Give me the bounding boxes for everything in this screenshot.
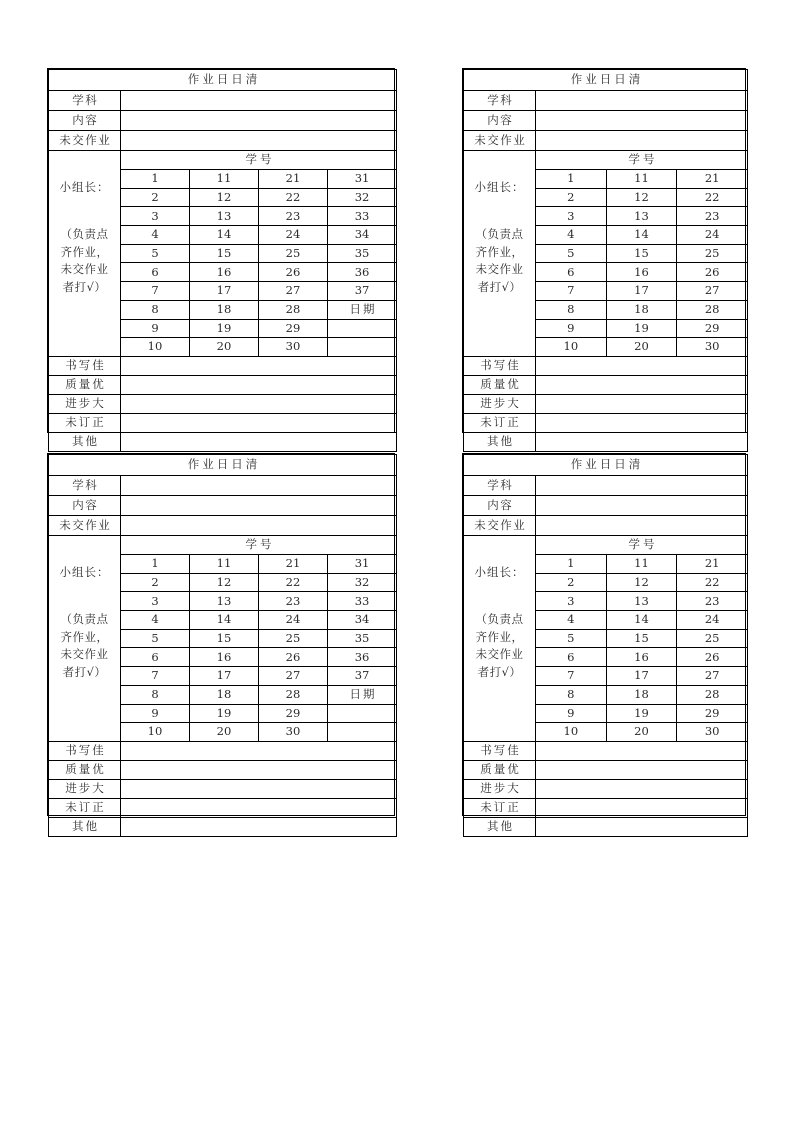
footer-value-0[interactable] [536,356,748,375]
info-label-2: 未交作业 [49,516,121,536]
footer-label-3: 未订正 [49,413,121,432]
info-row [464,91,748,111]
group-leader-inner [49,151,120,356]
number-cell[interactable]: 1 [121,170,190,189]
number-cell[interactable]: 10 [121,338,190,357]
group-leader-note-line: 齐作业， [60,629,109,644]
group-leader-note [49,611,120,682]
footer-label-4: 其他 [49,432,121,451]
group-leader-note-line: 者打√） [477,280,522,295]
number-cell[interactable]: 2 [536,188,607,207]
footer-value-3[interactable] [536,798,748,817]
group-leader-inner [464,536,535,741]
number-cell[interactable]: 19 [190,704,259,723]
number-cell[interactable]: 36 [328,263,397,282]
footer-label-0: 书写佳 [49,741,121,760]
footer-label-4: 其他 [464,817,536,836]
card-top-right [462,68,746,449]
number-cell[interactable]: 14 [190,226,259,245]
number-cell[interactable]: 23 [677,592,748,611]
number-cell[interactable]: 8 [121,685,190,704]
number-cell[interactable]: 13 [606,592,677,611]
number-header-row [464,536,748,555]
number-cell[interactable]: 7 [121,282,190,301]
card-bottom-right [462,453,746,834]
info-value-1[interactable] [536,496,748,516]
number-cell[interactable]: 9 [121,704,190,723]
number-cell[interactable]: 11 [606,170,677,189]
number-cell[interactable]: 15 [190,244,259,263]
number-cell[interactable]: 32 [328,188,397,207]
number-cell[interactable]: 6 [121,648,190,667]
number-cell[interactable]: 12 [190,188,259,207]
info-value-0[interactable] [536,91,748,111]
number-cell[interactable]: 27 [259,667,328,686]
number-cell[interactable]: 16 [606,648,677,667]
info-row [49,111,397,131]
student-number-header: 学号 [121,536,397,555]
date-cell[interactable]: 日期 [328,685,397,704]
form-title: 作业日日清 [49,455,397,476]
info-value-2[interactable] [536,131,748,151]
footer-value-2[interactable] [536,779,748,798]
form-title: 作业日日清 [49,70,397,91]
group-leader-note-line: 齐作业， [475,629,524,644]
number-cell[interactable]: 26 [677,263,748,282]
number-cell[interactable]: 5 [121,629,190,648]
info-label-1: 内容 [464,111,536,131]
group-leader-label: 小组长： [474,565,525,579]
number-cell-empty[interactable] [328,704,397,723]
number-cell[interactable]: 8 [536,685,607,704]
footer-row [464,432,748,451]
number-cell[interactable]: 19 [190,319,259,338]
number-cell[interactable]: 30 [259,338,328,357]
footer-label-1: 质量优 [464,375,536,394]
info-row [464,476,748,496]
number-cell[interactable]: 10 [536,338,607,357]
group-leader-inner [464,151,535,356]
group-leader-note-line: 未交作业 [60,647,109,662]
info-label-0: 学科 [49,476,121,496]
group-leader-cell [49,151,121,357]
number-cell[interactable]: 3 [536,592,607,611]
number-cell[interactable]: 30 [677,338,748,357]
info-row [49,516,397,536]
footer-row [49,779,397,798]
footer-row [49,741,397,760]
number-cell[interactable]: 13 [190,207,259,226]
number-cell[interactable]: 6 [121,263,190,282]
group-leader-label: 小组长： [59,180,110,194]
number-cell[interactable]: 17 [190,667,259,686]
footer-label-0: 书写佳 [49,356,121,375]
number-cell[interactable]: 18 [606,685,677,704]
number-cell[interactable]: 4 [121,611,190,630]
number-cell[interactable]: 3 [121,207,190,226]
footer-label-2: 进步大 [49,394,121,413]
footer-value-0[interactable] [536,741,748,760]
group-leader-note-line: （负责点 [60,227,109,241]
group-leader-cell [464,536,536,742]
footer-label-2: 进步大 [464,394,536,413]
footer-value-3[interactable] [536,413,748,432]
number-cell[interactable]: 20 [190,338,259,357]
form-table [48,69,397,452]
info-label-1: 内容 [49,111,121,131]
footer-value-4[interactable] [536,817,748,836]
footer-label-1: 质量优 [49,760,121,779]
title-row [49,455,397,476]
number-cell[interactable]: 26 [677,648,748,667]
number-cell[interactable]: 20 [190,723,259,742]
number-cell[interactable]: 32 [328,573,397,592]
number-cell[interactable]: 25 [259,629,328,648]
group-leader-note-line: 者打√） [62,280,107,295]
number-cell[interactable]: 15 [606,244,677,263]
title-row [49,70,397,91]
footer-row [49,817,397,836]
info-label-0: 学科 [49,91,121,111]
footer-label-0: 书写佳 [464,356,536,375]
number-cell[interactable]: 21 [677,555,748,574]
number-cell[interactable]: 13 [190,592,259,611]
number-cell[interactable]: 12 [606,573,677,592]
info-label-1: 内容 [464,496,536,516]
footer-row [49,798,397,817]
group-leader-inner [49,536,120,741]
info-value-2[interactable] [536,516,748,536]
footer-row [49,375,397,394]
number-cell[interactable]: 29 [259,704,328,723]
footer-row [49,394,397,413]
number-cell[interactable]: 11 [190,555,259,574]
info-row [49,476,397,496]
form-title: 作业日日清 [464,70,748,91]
number-cell[interactable]: 5 [536,244,607,263]
number-cell[interactable]: 31 [328,555,397,574]
date-cell[interactable]: 日期 [328,300,397,319]
number-cell[interactable]: 24 [677,226,748,245]
footer-label-3: 未订正 [464,798,536,817]
footer-value-2[interactable] [121,779,397,798]
group-leader-note-line: （负责点 [475,227,524,241]
number-cell[interactable]: 21 [259,555,328,574]
number-cell[interactable]: 16 [606,263,677,282]
number-cell[interactable]: 5 [121,244,190,263]
footer-label-3: 未订正 [464,413,536,432]
footer-row [464,817,748,836]
footer-row [464,394,748,413]
number-cell[interactable]: 12 [190,573,259,592]
number-cell[interactable]: 14 [606,226,677,245]
group-leader-note-line: 未交作业 [60,262,109,277]
footer-row [49,760,397,779]
group-leader-cell [49,536,121,742]
info-value-2[interactable] [121,131,397,151]
footer-label-3: 未订正 [49,798,121,817]
number-cell[interactable]: 14 [190,611,259,630]
number-cell[interactable]: 18 [190,300,259,319]
info-value-2[interactable] [121,516,397,536]
footer-value-1[interactable] [536,760,748,779]
card-top-left [47,68,395,449]
footer-value-0[interactable] [121,741,397,760]
number-cell[interactable]: 3 [121,592,190,611]
info-label-2: 未交作业 [464,131,536,151]
footer-label-2: 进步大 [464,779,536,798]
number-cell[interactable]: 29 [259,319,328,338]
number-cell-empty[interactable] [328,723,397,742]
number-cell[interactable]: 30 [259,723,328,742]
footer-value-4[interactable] [121,432,397,451]
number-cell[interactable]: 1 [536,555,607,574]
number-cell[interactable]: 17 [606,667,677,686]
number-cell[interactable]: 16 [190,648,259,667]
info-row [464,496,748,516]
number-cell[interactable]: 24 [259,611,328,630]
number-cell[interactable]: 9 [536,319,607,338]
group-leader-note-line: 齐作业， [60,244,109,259]
footer-value-2[interactable] [121,394,397,413]
footer-row [464,356,748,375]
number-cell[interactable]: 26 [259,648,328,667]
number-cell[interactable]: 19 [606,319,677,338]
number-cell[interactable]: 5 [536,629,607,648]
number-cell-empty[interactable] [328,319,397,338]
footer-row [49,413,397,432]
footer-value-2[interactable] [536,394,748,413]
footer-label-0: 书写佳 [464,741,536,760]
info-label-2: 未交作业 [464,516,536,536]
form-table [48,454,397,837]
footer-label-4: 其他 [464,432,536,451]
number-cell[interactable]: 9 [121,319,190,338]
group-leader-note-line: （负责点 [475,612,524,626]
number-cell[interactable]: 22 [677,573,748,592]
number-cell[interactable]: 7 [121,667,190,686]
footer-row [464,779,748,798]
number-cell[interactable]: 9 [536,704,607,723]
title-row [464,70,748,91]
footer-value-1[interactable] [536,375,748,394]
footer-label-4: 其他 [49,817,121,836]
number-cell[interactable]: 25 [259,244,328,263]
group-leader-note-line: 齐作业， [475,244,524,259]
group-leader-label: 小组长： [474,180,525,194]
number-cell[interactable]: 15 [606,629,677,648]
number-cell[interactable]: 1 [536,170,607,189]
number-cell[interactable]: 29 [677,319,748,338]
number-cell[interactable]: 22 [259,188,328,207]
number-cell[interactable]: 12 [606,188,677,207]
student-number-header: 学号 [121,151,397,170]
info-row [49,131,397,151]
info-value-0[interactable] [121,476,397,496]
number-cell[interactable]: 28 [677,685,748,704]
number-cell[interactable]: 14 [606,611,677,630]
number-cell[interactable]: 17 [190,282,259,301]
info-value-1[interactable] [121,111,397,131]
number-cell[interactable]: 6 [536,263,607,282]
number-cell[interactable]: 27 [677,667,748,686]
number-cell[interactable]: 2 [121,573,190,592]
number-cell[interactable]: 35 [328,244,397,263]
footer-row [464,760,748,779]
number-cell[interactable]: 30 [677,723,748,742]
number-cell[interactable]: 20 [606,723,677,742]
footer-value-1[interactable] [121,375,397,394]
form-table [463,454,748,837]
number-cell[interactable]: 23 [259,207,328,226]
number-cell[interactable]: 3 [536,207,607,226]
footer-row [49,356,397,375]
group-leader-note [49,226,120,297]
number-cell[interactable]: 7 [536,667,607,686]
title-row [464,455,748,476]
footer-label-1: 质量优 [464,760,536,779]
number-cell[interactable]: 21 [259,170,328,189]
group-leader-note-line: （负责点 [60,612,109,626]
number-cell[interactable]: 11 [190,170,259,189]
number-header-row [49,536,397,555]
footer-row [464,798,748,817]
number-cell[interactable]: 34 [328,611,397,630]
footer-value-3[interactable] [121,413,397,432]
number-cell[interactable]: 2 [536,573,607,592]
form-title: 作业日日清 [464,455,748,476]
number-header-row [464,151,748,170]
student-number-header: 学号 [536,151,748,170]
number-cell[interactable]: 4 [536,226,607,245]
info-row [49,91,397,111]
group-leader-cell [464,151,536,357]
number-cell[interactable]: 21 [677,170,748,189]
number-cell[interactable]: 22 [677,188,748,207]
number-cell[interactable]: 24 [677,611,748,630]
number-cell[interactable]: 28 [259,685,328,704]
number-cell[interactable]: 18 [606,300,677,319]
info-value-1[interactable] [536,111,748,131]
number-cell[interactable]: 33 [328,207,397,226]
number-cell[interactable]: 29 [677,704,748,723]
group-leader-note-line: 者打√） [477,665,522,680]
number-cell[interactable]: 28 [677,300,748,319]
footer-value-4[interactable] [536,432,748,451]
number-header-row [49,151,397,170]
footer-value-0[interactable] [121,356,397,375]
number-cell[interactable]: 10 [121,723,190,742]
group-leader-note-line: 未交作业 [475,647,524,662]
number-cell[interactable]: 31 [328,170,397,189]
number-cell[interactable]: 6 [536,648,607,667]
number-cell[interactable]: 24 [259,226,328,245]
number-cell[interactable]: 37 [328,667,397,686]
number-cell[interactable]: 17 [606,282,677,301]
number-cell[interactable]: 19 [606,704,677,723]
number-cell[interactable]: 22 [259,573,328,592]
number-cell[interactable]: 4 [536,611,607,630]
number-cell[interactable]: 8 [536,300,607,319]
info-row [464,111,748,131]
number-cell[interactable]: 37 [328,282,397,301]
number-cell[interactable]: 18 [190,685,259,704]
group-leader-note-line: 者打√） [62,665,107,680]
info-label-0: 学科 [464,91,536,111]
number-cell-empty[interactable] [328,338,397,357]
group-leader-note [464,226,535,297]
card-bottom-left [47,453,395,834]
number-cell[interactable]: 13 [606,207,677,226]
number-cell[interactable]: 23 [259,592,328,611]
number-cell[interactable]: 20 [606,338,677,357]
number-cell[interactable]: 8 [121,300,190,319]
footer-row [49,432,397,451]
footer-row [464,741,748,760]
number-cell[interactable]: 1 [121,555,190,574]
number-cell[interactable]: 25 [677,244,748,263]
number-cell[interactable]: 36 [328,648,397,667]
number-cell[interactable]: 28 [259,300,328,319]
footer-row [464,413,748,432]
info-value-0[interactable] [536,476,748,496]
footer-row [464,375,748,394]
footer-value-3[interactable] [121,798,397,817]
number-cell[interactable]: 27 [259,282,328,301]
footer-label-2: 进步大 [49,779,121,798]
number-cell[interactable]: 35 [328,629,397,648]
footer-value-1[interactable] [121,760,397,779]
number-cell[interactable]: 4 [121,226,190,245]
number-cell[interactable]: 26 [259,263,328,282]
info-row [464,131,748,151]
footer-value-4[interactable] [121,817,397,836]
student-number-header: 学号 [536,536,748,555]
number-cell[interactable]: 7 [536,282,607,301]
info-row [464,516,748,536]
number-cell[interactable]: 11 [606,555,677,574]
group-leader-note [464,611,535,682]
number-cell[interactable]: 34 [328,226,397,245]
info-value-1[interactable] [121,496,397,516]
number-cell[interactable]: 16 [190,263,259,282]
info-row [49,496,397,516]
info-label-0: 学科 [464,476,536,496]
info-value-0[interactable] [121,91,397,111]
form-table [463,69,748,452]
number-cell[interactable]: 15 [190,629,259,648]
number-cell[interactable]: 33 [328,592,397,611]
info-label-1: 内容 [49,496,121,516]
info-label-2: 未交作业 [49,131,121,151]
number-cell[interactable]: 10 [536,723,607,742]
group-leader-note-line: 未交作业 [475,262,524,277]
number-cell[interactable]: 27 [677,282,748,301]
number-cell[interactable]: 23 [677,207,748,226]
number-cell[interactable]: 25 [677,629,748,648]
footer-label-1: 质量优 [49,375,121,394]
number-cell[interactable]: 2 [121,188,190,207]
group-leader-label: 小组长： [59,565,110,579]
